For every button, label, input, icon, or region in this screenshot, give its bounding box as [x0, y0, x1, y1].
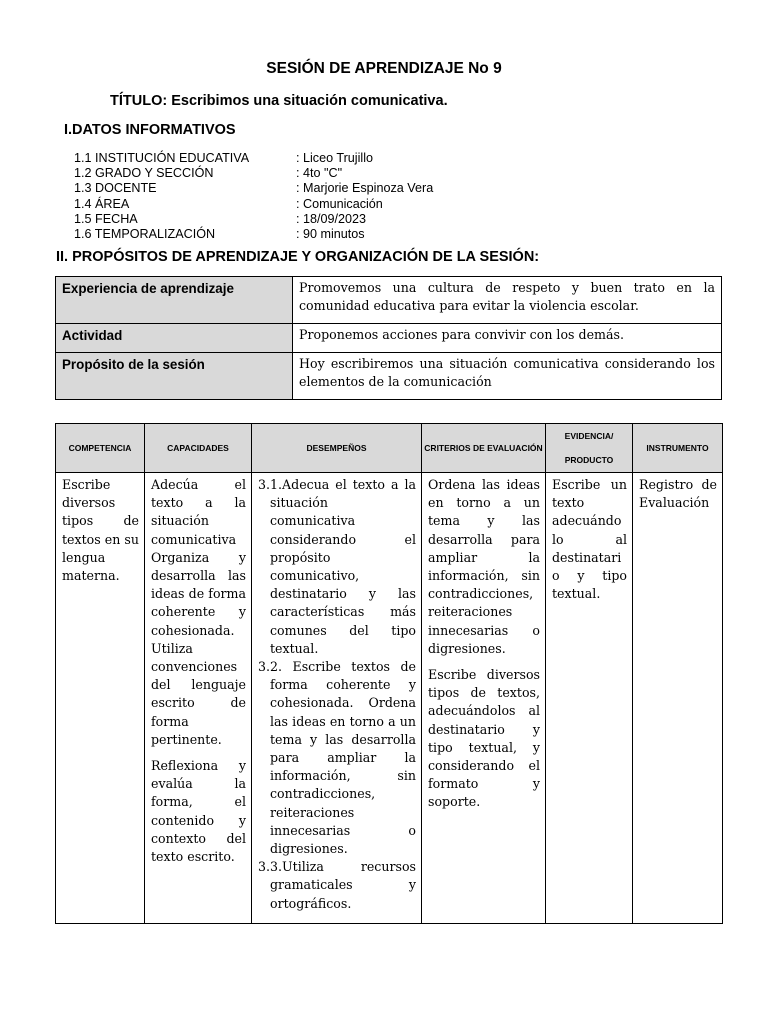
- datos-value: : 90 minutos: [296, 227, 365, 242]
- datos-row: [74, 197, 433, 212]
- datos-informativos: [74, 151, 433, 242]
- cell-desempenos: [252, 473, 422, 924]
- column-header: EVIDENCIA/ PRODUCTO: [546, 424, 633, 473]
- datos-row: [74, 181, 433, 196]
- cell-text: Reflexiona y evalúa la forma, el contenido y contexto del texto escrito.: [151, 758, 246, 865]
- propositos-label: Actividad: [56, 324, 293, 353]
- datos-label: 1.5 FECHA: [74, 211, 138, 226]
- table-row: [56, 353, 722, 400]
- cell-text: 3.3.Utiliza recursos gramaticales y ortográficos.: [258, 859, 416, 911]
- cell-text: Registro de Evaluación: [639, 477, 717, 511]
- propositos-value: Hoy escribiremos una situación comunicativa considerando los elementos de la comunicación: [293, 353, 722, 400]
- table-row: [56, 324, 722, 353]
- propositos-table: [55, 276, 722, 400]
- cell-text: Escribe diversos tipos de textos, adecuándolos al destinatario y tipo textual, y considerando el formato y soporte.: [428, 667, 540, 810]
- datos-label: 1.4 ÁREA: [74, 196, 130, 211]
- column-header: CRITERIOS DE EVALUACIÓN: [422, 424, 546, 473]
- datos-value: : 4to "C": [296, 166, 343, 181]
- cell-text: 3.2. Escribe textos de forma coherente y cohesionada. Ordena las ideas en torno a un tema y las desarrolla para ampliar la información, sin contradicciones, reiteraciones innecesarias o digresiones.: [258, 659, 416, 857]
- table-row: [56, 277, 722, 324]
- datos-row: [74, 151, 433, 166]
- table-row: [56, 473, 723, 924]
- column-header: COMPETENCIA: [56, 424, 145, 473]
- cell-text: Adecúa el texto a la situación comunicativa Organiza y desarrolla las ideas de forma coherente y cohesionada. Utiliza convenciones del lenguaje escrito de forma pertinente.: [151, 477, 246, 747]
- cell-text: 3.1.Adecua el texto a la situación comunicativa considerando el propósito comunicativo, destinatario y las características más comunes del tipo textual.: [258, 477, 416, 656]
- datos-value: : 18/09/2023: [296, 211, 367, 226]
- cell-competencia: [56, 473, 145, 924]
- cell-instrumento: [633, 473, 723, 924]
- cell-criterios: [422, 473, 546, 924]
- session-subtitle: TÍTULO: Escribimos una situación comunicativa.: [110, 93, 448, 109]
- datos-value: : Marjorie Espinoza Vera: [296, 181, 434, 196]
- section-heading-propositos: II. PROPÓSITOS DE APRENDIZAJE Y ORGANIZACIÓN DE LA SESIÓN:: [56, 249, 540, 265]
- page-title: SESIÓN DE APRENDIZAJE No 9: [266, 60, 502, 77]
- datos-label: 1.2 GRADO Y SECCIÓN: [74, 166, 214, 181]
- propositos-label: Propósito de la sesión: [56, 353, 293, 400]
- datos-label: 1.6 TEMPORALIZACIÓN: [74, 227, 216, 242]
- datos-label: 1.1 INSTITUCIÓN EDUCATIVA: [74, 151, 250, 165]
- cell-evidencia: [546, 473, 633, 924]
- column-header: INSTRUMENTO: [633, 424, 723, 473]
- section-heading-datos: I.DATOS INFORMATIVOS: [64, 122, 236, 138]
- propositos-value: Promovemos una cultura de respeto y buen trato en la comunidad educativa para evitar la violencia escolar.: [293, 277, 722, 324]
- cell-capacidades: [145, 473, 252, 924]
- column-header: CAPACIDADES: [145, 424, 252, 473]
- datos-row: [74, 227, 433, 242]
- table-header-row: [56, 424, 723, 473]
- datos-value: : Comunicación: [296, 196, 383, 211]
- cell-text: Escribe diversos tipos de textos en su lengua materna.: [62, 477, 139, 584]
- competencias-table: [55, 423, 723, 924]
- datos-row: [74, 166, 433, 181]
- cell-text: Ordena las ideas en torno a un tema y las desarrolla para ampliar la información, sin contradicciones, reiteraciones innecesarias o digresiones.: [428, 477, 540, 656]
- datos-label: 1.3 DOCENTE: [74, 181, 157, 196]
- datos-row: [74, 212, 433, 227]
- column-header: DESEMPEÑOS: [252, 424, 422, 473]
- propositos-value: Proponemos acciones para convivir con los demás.: [293, 324, 722, 353]
- cell-text: Escribe un texto adecuándo lo al destinatari o y tipo textual.: [552, 477, 627, 602]
- propositos-label: Experiencia de aprendizaje: [56, 277, 293, 324]
- datos-value: : Liceo Trujillo: [296, 151, 373, 165]
